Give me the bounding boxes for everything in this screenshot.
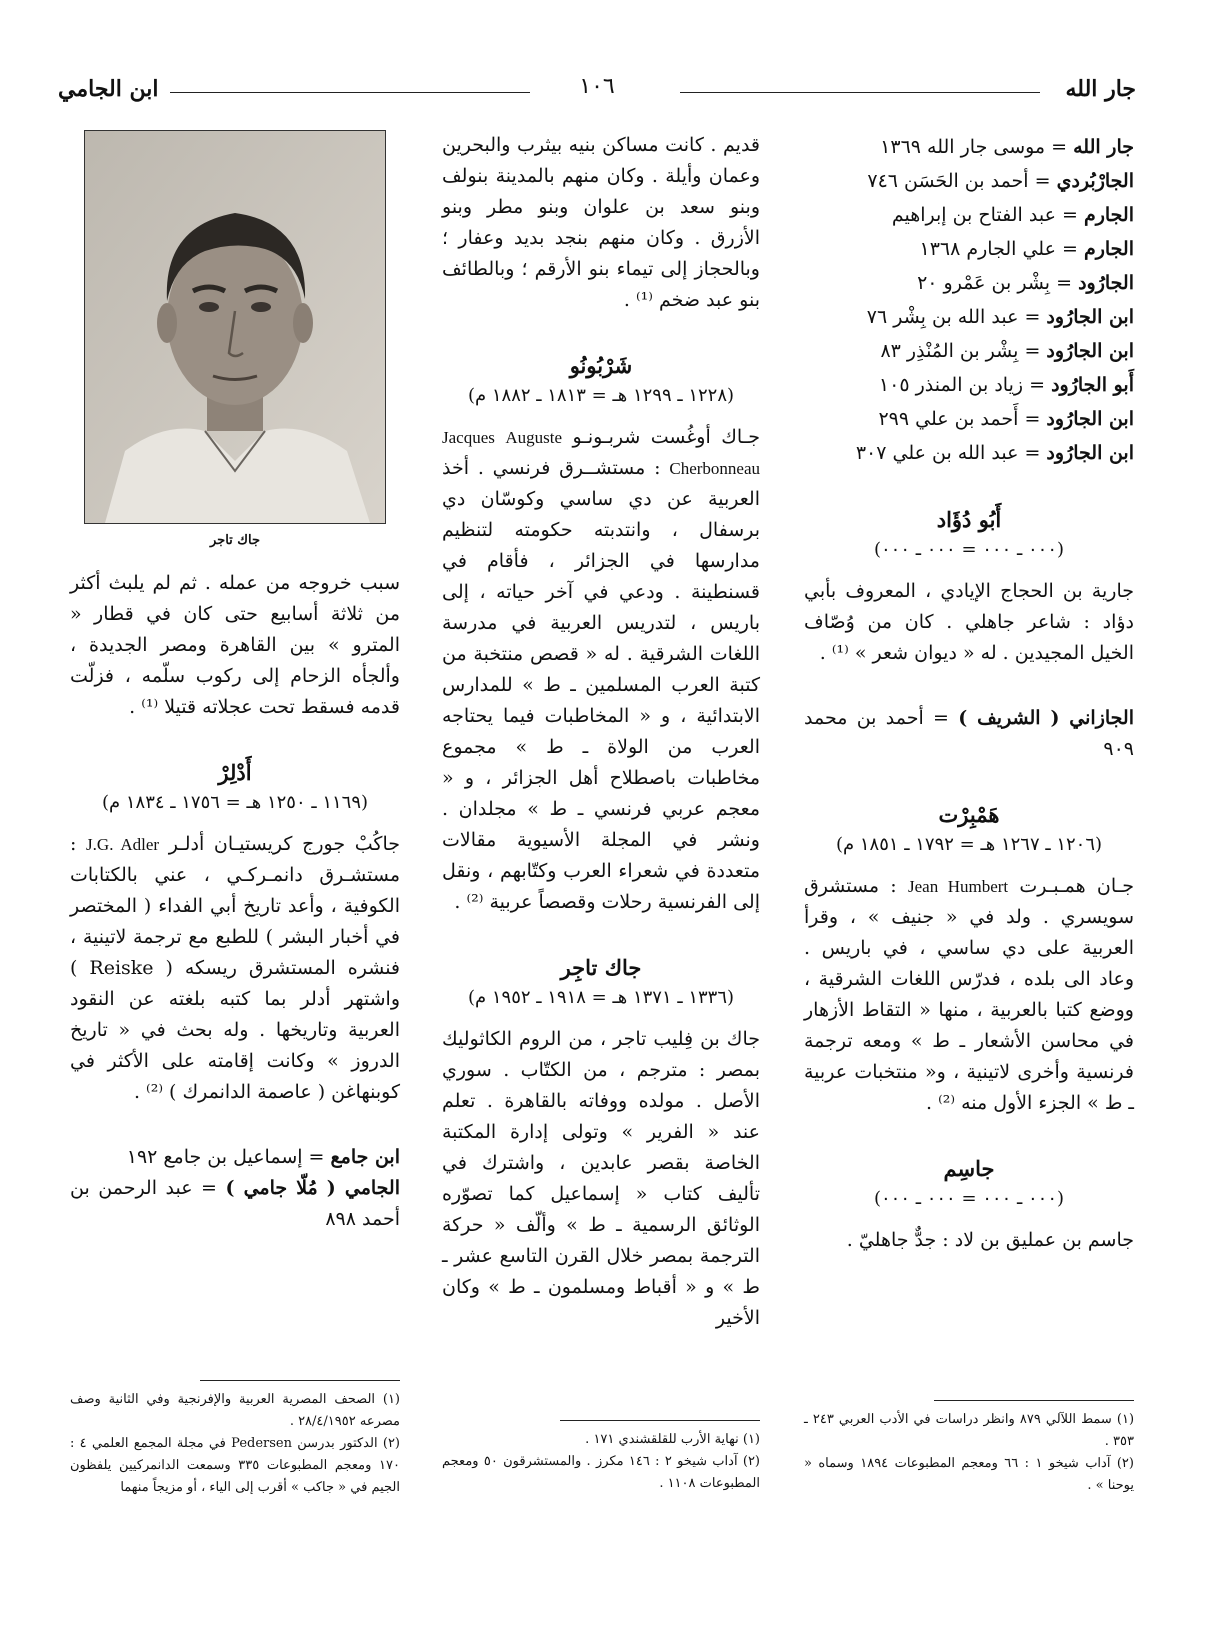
entry-body: جـاك أوغُست شربـونـو Jacques Auguste Cherbonneau : مستشــرق فرنسي . أخذ العربية عن دي ساسي وكوسّان دي برسفال ، وانتدبته حكومته لتنظيم مدارسها في الجزائر ، فأقام في قسنطينة . ودعي في آخر حياته ، إلى باريس ، لتدريس العربية في مدرسة اللغات الشرقية . له « قصص منتخبة من كتبة العرب المسلمين ـ ط » للمدارس الابتدائية ، و « المخاطبات فيما يحتاجه العرب من الولاة ـ ط » مجموع مخاطبات باصطلاح أهل الجزائر ، و « معجم عربي فرنسي ـ ط » مجلدان . ونشر في المجلة الأسيوية مقالات متعددة في شعراء العرب وكتّابهم ، ونقل إلى الفرنسية رحلات وقصصاً عربية ⁽²⁾ . [442, 426, 760, 913]
footnote: (٢) الدكتور بدرسن Pedersen في مجلة المجمع العلمي ٤ : ١٧٠ ومعجم المطبوعات ٣٣٥ وسمعت الدانمركيين يلفظون الجيم في « جاكب » أقرب إلى الياء ، أو مزيجاً منهما [70, 1436, 400, 1495]
entry-title-cherbonneau: شَرْبُونُو [569, 353, 633, 378]
xref-entry: الجارُود = بِشْر بن عَمْرو ٢٠ [917, 272, 1134, 294]
xref-entry: ابن الجارُود = بِشْر بن المُنْذِر ٨٣ [880, 340, 1134, 362]
portrait-photo [84, 130, 386, 524]
entry-body: جاك بن فِليب تاجر ، من الروم الكاثوليك بمصر : مترجم ، من الكتّاب . سوري الأصل . مولده ووفاته بالقاهرة . تعلم عند « الفرير » وتولى إدارة المكتبة الخاصة بقصر عابدين ، واشترك في تأليف كتاب « إسماعيل كما تصوّره الوثائق الرسمية ـ ط » وألّف « حركة الترجمة بمصر خلال القرن التاسع عشر ـ ط » و « أقباط ومسلمون ـ ط » وكان الأخير [442, 1028, 760, 1329]
entry-title-jasim: جاسِم [943, 1156, 995, 1181]
entry-body: جـان همـبـرت Jean Humbert : مستشرق سويسري . ولد في « جنيف » ، وقرأ العربية على دي ساسي ، في باريس . وعاد الى بلده ، فدرّس اللغات الشرقية ، ووضع كتبا بالعربية ، منها « التقاط الأزهار في محاسن الأشعار ـ ط » ومعه ترجمة فرنسية وأخرى لاتينية ، و« منتخبات عربية ـ ط » الجزء الأول منه ⁽²⁾ . [804, 875, 1134, 1114]
header-right-title: جار الله [1065, 76, 1136, 102]
entry-dates: (١٣٣٦ ـ ١٣٧١ هـ = ١٩١٨ ـ ١٩٥٢ م) [467, 987, 735, 1008]
entry-body: جارية بن الحجاج الإيادي ، المعروف بأبي دؤاد : شاعر جاهلي . كان من وُصّاف الخيل المجيدين . له « ديوان شعر » ⁽¹⁾ . [804, 580, 1134, 664]
right-footnotes [804, 1400, 1134, 1497]
running-header [58, 72, 1136, 112]
page-number: ١٠٦ [565, 74, 628, 99]
entry-dates: (٠٠٠ ـ ٠٠٠ = ٠٠٠ ـ ٠٠٠) [873, 1188, 1065, 1209]
entry-title-abu-duad: أَبُو دُؤَاد [936, 507, 1002, 532]
middle-column [442, 130, 760, 1334]
xref-ibn-jami: ابن جامع = إسماعيل بن جامع ١٩٢ [126, 1146, 400, 1168]
entry-title-humbert: هَمْبِرْت [938, 802, 1000, 827]
entry-dates: (٠٠٠ ـ ٠٠٠ = ٠٠٠ ـ ٠٠٠) [873, 539, 1065, 560]
xref-jazani: الجازاني ( الشريف ) = أحمد بن محمد ٩٠٩ [804, 707, 1135, 760]
xref-entry: ابن الجارُود = عبد الله بن علي ٣٠٧ [855, 442, 1134, 464]
header-left-title: ابن الجامي [58, 76, 159, 102]
entry-dates: (١٢٢٨ ـ ١٢٩٩ هـ = ١٨١٣ ـ ١٨٨٢ م) [467, 385, 735, 406]
right-column [804, 130, 1134, 1256]
entry-body: جاسم بن عمليق بن لاد : جدٌّ جاهليّ . [846, 1229, 1134, 1251]
xref-entry: الجارم = عبد الفتاح بن إبراهيم [891, 204, 1134, 226]
xref-entry: أَبو الجارُود = زياد بن المنذر ١٠٥ [878, 374, 1134, 396]
entry-title-adler: أَدْلِرْ [218, 760, 252, 785]
entry-body: قديم . كانت مساكن بنيه بيثرب والبحرين وعمان وأيلة . وكان منهم بالمدينة بنولف وبنو سعد بن علوان وبنو مطر وبنو الأزرق . وكان منهم بنجد بديد وعفار ؛ وبالحجاز إلى تيماء بنو الأرقم ؛ وبالطائف بنو عبد ضخم ⁽¹⁾ . [442, 134, 760, 311]
footnote: (١) نهاية الأرب للقلقشندي ١٧١ . [585, 1432, 760, 1447]
xref-entry: جار الله = موسى جار الله ١٣٦٩ [880, 136, 1134, 158]
left-footnotes [70, 1380, 400, 1499]
footnote: (١) سمط اللآلي ٨٧٩ وانظر دراسات في الأدب العربي ٢٤٣ ـ ٣٥٣ . [804, 1412, 1135, 1449]
xref-jami: الجامي ( مُلّا جامي ) = عبد الرحمن بن أحمد ٨٩٨ [70, 1177, 401, 1230]
footnote: (٢) آداب شيخو ٢ : ١٤٦ مكرز . والمستشرقون ٥٠ ومعجم المطبوعات ١١٠٨ . [442, 1454, 760, 1491]
footnote: (١) الصحف المصرية العربية والإفرنجية وفي الثانية وصف مصرعه ٢٨/٤/١٩٥٢ . [70, 1392, 400, 1429]
entry-title-tajir: جاك تاجِر [560, 955, 642, 980]
footnote-rule [560, 1420, 760, 1421]
photo-caption: جاك تاجر [209, 533, 261, 548]
xref-entry: الجارْبُردي = أحمد بن الحَسَن ٧٤٦ [867, 170, 1134, 192]
footnote-rule [934, 1400, 1134, 1401]
entry-dates: (١٢٠٦ ـ ١٢٦٧ هـ = ١٧٩٢ ـ ١٨٥١ م) [835, 834, 1103, 855]
xref-entry: ابن الجارُود = عبد الله بن بِشْر ٧٦ [866, 306, 1134, 328]
header-rule-right [680, 92, 1040, 93]
left-column [70, 130, 400, 1235]
portrait-image [85, 131, 385, 523]
xref-entry: الجارم = علي الجارم ١٣٦٨ [919, 238, 1134, 260]
entry-dates: (١١٦٩ ـ ١٢٥٠ هـ = ١٧٥٦ ـ ١٨٣٤ م) [101, 792, 369, 813]
xref-entry: ابن الجارُود = أَحمد بن علي ٢٩٩ [878, 408, 1134, 430]
middle-footnotes [442, 1420, 760, 1495]
footnote: (٢) آداب شيخو ١ : ٦٦ ومعجم المطبوعات ١٨٩٤ وسماه « يوحنا » . [804, 1456, 1134, 1493]
header-rule-left [170, 92, 530, 93]
entry-body: سبب خروجه من عمله . ثم لم يلبث أكثر من ثلاثة أسابيع حتى كان في قطار « المترو » بين القاهرة ومصر الجديدة ، وألجأه الزحام إلى ركوب سلّمه ، فزلّت قدمه فسقط تحت عجلاته قتيلا ⁽¹⁾ . [70, 572, 400, 718]
footnote-rule [200, 1380, 400, 1381]
entry-body: جاكُبْ جورج كريستيـان أدلـر J.G. Adler : مستشـرق دانمـركـي ، عني بالكتابات الكوفية ، وأعد تاريخ أبي الفداء ( المختصر في أخبار البشر ) للطبع مع ترجمة لاتينية ، فنشره المستشرق ريسكه ( Reiske ) واشتهر أدلر بما كتبه بلغته عن النقود العربية وتاريخها . وله بحث في « تاريخ الدروز » وكانت إقامته على الأكثر في كوبنهاغن ( عاصمة الدانمرك ) ⁽²⁾ . [70, 833, 401, 1103]
